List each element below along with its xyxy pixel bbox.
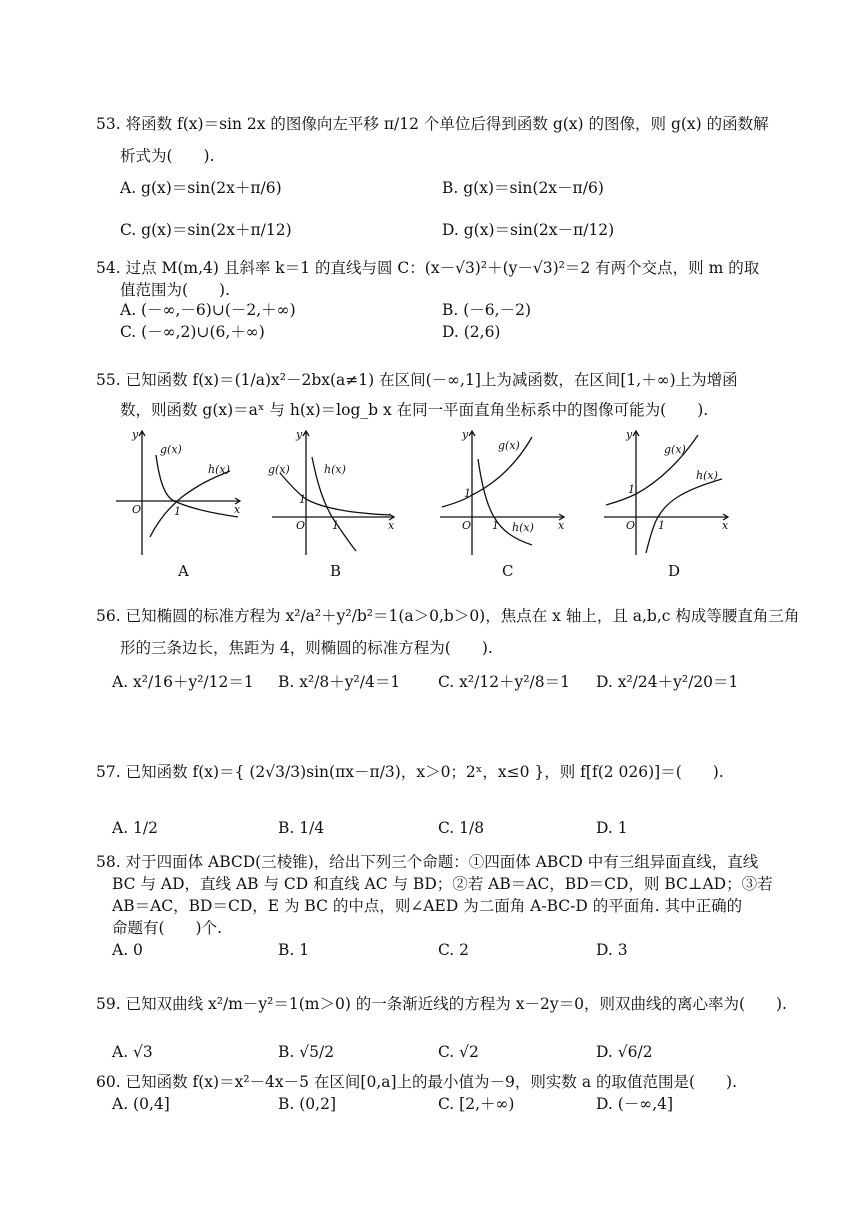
q55-stem-line-1: 55. 已知函数 f(x)＝(1/a)x²－2bx(a≠1) 在区间(－∞,1]上为减函数，在区间[1,＋∞)上为增函 [96,371,738,389]
q55c-g-label: g(x) [498,439,520,452]
q53-stem-line-1: 53. 将函数 f(x)＝sin 2x 的图像向左平移 π/12 个单位后得到函数 g(x) 的图像，则 g(x) 的函数解 [96,115,769,133]
q53-stem-line-2: 析式为( ). [120,147,215,165]
q55-graph-label-d: D [668,562,681,580]
q60-option-c: C. [2,＋∞) [438,1095,515,1113]
q54-option-c: C. (－∞,2)∪(6,＋∞) [120,323,265,341]
q55-stem-line-2: 数，则函数 g(x)＝aˣ 与 h(x)＝log_b x 在同一平面直角坐标系中的图像可能为( ). [120,401,709,419]
q55d-one-x: 1 [658,519,665,532]
q59-stem-line-1: 59. 已知双曲线 x²/m－y²＝1(m＞0) 的一条渐近线的方程为 x－2y＝0，则双曲线的离心率为( ). [96,995,787,1013]
q59-option-c: C. √2 [438,1043,479,1061]
q55-graph-d [600,425,736,560]
q55b-one-x: 1 [332,519,339,532]
q55a-g-label: g(x) [160,443,182,456]
q60-option-d: D. (－∞,4] [596,1095,674,1113]
q55c-y-label: y [462,428,469,441]
q55d-one-y: 1 [628,483,635,496]
q55a-origin: O [132,503,142,516]
q60-stem-line-1: 60. 已知函数 f(x)＝x²－4x－5 在区间[0,a]上的最小值为－9，则实数 a 的取值范围是( ). [96,1073,738,1091]
q56-option-a: A. x²/16＋y²/12＝1 [112,673,254,691]
q55-graph-a [112,425,248,560]
q55c-h-label: h(x) [512,521,534,534]
q55c-x-label: x [558,519,565,532]
q55d-y-label: y [626,428,633,441]
q58-option-b: B. 1 [278,941,310,959]
q55b-g-label: g(x) [268,463,290,476]
q57-option-c: C. 1/8 [438,819,485,837]
q58-stem-line-3: AB＝AC，BD＝CD，E 为 BC 的中点，则∠AED 为二面角 A-BC-D 的平面角. 其中正确的 [112,897,743,915]
q56-option-c: C. x²/12＋y²/8＝1 [438,673,570,691]
q55a-h-label: h(x) [208,463,230,476]
q53-option-c: C. g(x)＝sin(2x＋π/12) [120,221,292,239]
q55b-h-label: h(x) [324,463,346,476]
q55-graph-label-c: C [502,562,514,580]
q55c-one-y: 1 [464,487,471,500]
q59-option-a: A. √3 [112,1043,153,1061]
q54-option-d: D. (2,6) [442,323,501,341]
q56-option-b: B. x²/8＋y²/4＝1 [278,673,401,691]
q57-option-b: B. 1/4 [278,819,325,837]
q54-stem-line-2: 值范围为( ). [120,281,231,299]
q56-stem-line-2: 形的三条边长，焦距为 4，则椭圆的标准方程为( ). [120,639,493,657]
q55d-h-label: h(x) [696,469,718,482]
q55d-g-label: g(x) [664,443,686,456]
q55-graph-b [266,425,402,560]
q55b-y-label: y [296,428,303,441]
q59-option-b: B. √5/2 [278,1043,335,1061]
q55d-origin: O [626,519,636,532]
q53-option-a: A. g(x)＝sin(2x＋π/6) [120,179,282,197]
q58-option-d: D. 3 [596,941,628,959]
q59-option-d: D. √6/2 [596,1043,653,1061]
q58-stem-line-1: 58. 对于四面体 ABCD(三棱锥)，给出下列三个命题：①四面体 ABCD 中有三组异面直线，直线 [96,853,759,871]
q55a-x-label: x [234,503,241,516]
q55-graph-label-a: A [178,562,189,580]
q55d-x-label: x [722,519,729,532]
q56-option-d: D. x²/24＋y²/20＝1 [596,673,739,691]
q58-stem-line-4: 命题有( )个. [112,919,223,937]
q54-stem-line-1: 54. 过点 M(m,4) 且斜率 k＝1 的直线与圆 C：(x－√3)²＋(y－√3)²＝2 有两个交点，则 m 的取 [96,259,760,277]
q58-option-c: C. 2 [438,941,470,959]
q53-option-d: D. g(x)＝sin(2x－π/12) [442,221,615,239]
q55c-one-x: 1 [492,519,499,532]
q55b-x-label: x [388,519,395,532]
q55c-origin: O [462,519,472,532]
q54-option-a: A. (－∞,－6)∪(－2,＋∞) [120,301,296,319]
q60-option-b: B. (0,2] [278,1095,336,1113]
q55-graph-label-b: B [330,562,342,580]
q57-option-a: A. 1/2 [112,819,158,837]
q58-option-a: A. 0 [112,941,143,959]
q55b-one-y: 1 [299,493,306,506]
q55a-y-label: y [132,428,139,441]
q54-option-b: B. (－6,－2) [442,301,531,319]
q58-stem-line-2: BC 与 AD，直线 AB 与 CD 和直线 AC 与 BD；②若 AB＝AC，BD＝CD，则 BC⊥AD；③若 [112,875,773,893]
q55-graph-c [436,425,572,560]
q56-stem-line-1: 56. 已知椭圆的标准方程为 x²/a²＋y²/b²＝1(a＞0,b＞0)，焦点在 x 轴上，且 a,b,c 构成等腰直角三角 [96,607,800,625]
q57-option-d: D. 1 [596,819,628,837]
q57-stem-line-1: 57. 已知函数 f(x)＝{ (2√3/3)sin(πx－π/3)，x＞0；2ˣ，x≤0 }，则 f[f(2 026)]＝( ). [96,763,724,781]
q60-option-a: A. (0,4] [112,1095,170,1113]
q53-option-b: B. g(x)＝sin(2x－π/6) [442,179,604,197]
q55b-origin: O [296,519,306,532]
q55a-one: 1 [174,505,181,518]
